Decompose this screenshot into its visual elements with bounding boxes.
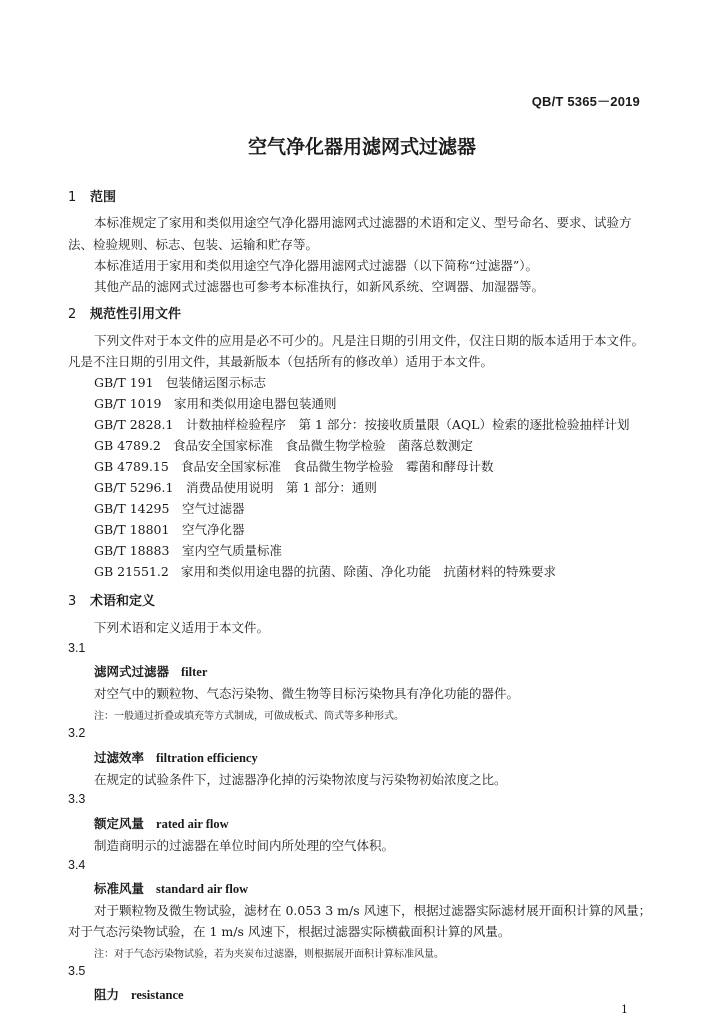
section-number: 2 <box>68 307 77 322</box>
clause-number: 3.3 <box>68 792 86 806</box>
term-en: resistance <box>131 988 184 1002</box>
reference-code: GB 21551.2 <box>94 564 169 579</box>
reference-title: 食品安全国家标准 食品微生物学检验 菌落总数测定 <box>173 438 474 453</box>
reference-item <box>94 394 337 412</box>
section-3-intro: 下列术语和定义适用于本文件。 <box>94 620 270 635</box>
section-1-para-2: 本标准适用于家用和类似用途空气净化器用滤网式过滤器（以下简称“过滤器”）。 <box>94 258 539 273</box>
term-zh: 标准风量 <box>94 881 145 896</box>
section-2-intro-line-2: 凡是不注日期的引用文件，其最新版本（包括所有的修改单）适用于本文件。 <box>68 354 494 369</box>
term-en: rated air flow <box>156 817 229 831</box>
standard-code: QB/T 5365－2019 <box>531 94 640 109</box>
clause-number: 3.2 <box>68 726 86 740</box>
term-en: filter <box>181 665 208 679</box>
reference-title: 空气净化器 <box>182 522 245 537</box>
term-definition-line-1: 对于颗粒物及微生物试验，滤材在 0.053 3 m/s 风速下，根据过滤器实际滤材展开面积计算的风量； <box>94 903 652 918</box>
clause-number: 3.4 <box>68 858 86 872</box>
reference-code: GB/T 2828.1 <box>94 417 174 432</box>
reference-item <box>94 478 377 496</box>
term-note: 注：一般通过折叠或填充等方式制成，可做成板式、筒式等多种形式。 <box>94 711 404 722</box>
section-2-heading <box>68 303 181 322</box>
reference-item <box>94 562 556 580</box>
reference-title: 食品安全国家标准 食品微生物学检验 霉菌和酵母计数 <box>181 459 494 474</box>
reference-item <box>94 499 245 517</box>
section-1-para-1-line-2: 法、检验规则、标志、包装、运输和贮存等。 <box>68 237 319 252</box>
term-zh: 过滤效率 <box>94 750 145 765</box>
reference-code: GB 4789.2 <box>94 438 161 453</box>
section-number: 1 <box>68 190 77 205</box>
reference-code: GB/T 14295 <box>94 501 170 516</box>
reference-title: 家用和类似用途电器包装通则 <box>174 396 337 411</box>
reference-title: 计数抽样检验程序 第 1 部分：按接收质量限（AQL）检索的逐批检验抽样计划 <box>186 417 630 432</box>
reference-item <box>94 541 282 559</box>
section-3-heading <box>68 590 155 609</box>
term-heading <box>94 879 248 897</box>
reference-item <box>94 415 629 433</box>
section-title: 范围 <box>90 190 117 205</box>
reference-title: 包装储运图示标志 <box>166 375 267 390</box>
clause-number: 3.5 <box>68 964 86 978</box>
section-1-para-1-line-1: 本标准规定了家用和类似用途空气净化器用滤网式过滤器的术语和定义、型号命名、要求、试验方 <box>94 215 632 230</box>
term-zh: 阻力 <box>94 987 120 1002</box>
term-heading <box>94 662 207 680</box>
term-definition: 制造商明示的过滤器在单位时间内所处理的空气体积。 <box>94 838 395 853</box>
term-en: filtration efficiency <box>156 751 258 765</box>
term-definition-line-2: 对于气态污染物试验，在 1 m/s 风速下，根据过滤器实际横截面积计算的风量。 <box>68 924 511 939</box>
term-heading <box>94 748 258 766</box>
reference-code: GB 4789.15 <box>94 459 169 474</box>
section-1-heading <box>68 186 116 205</box>
reference-title: 室内空气质量标准 <box>182 543 283 558</box>
reference-item <box>94 520 245 538</box>
clause-number: 3.1 <box>68 641 86 655</box>
page-number: 1 <box>621 1003 628 1016</box>
document-title: 空气净化器用滤网式过滤器 <box>247 136 476 158</box>
reference-title: 消费品使用说明 第 1 部分：通则 <box>186 480 377 495</box>
section-title: 术语和定义 <box>90 594 156 609</box>
reference-title: 空气过滤器 <box>182 501 245 516</box>
reference-code: GB/T 5296.1 <box>94 480 174 495</box>
term-zh: 额定风量 <box>94 816 145 831</box>
section-2-intro-line-1: 下列文件对于本文件的应用是必不可少的。凡是注日期的引用文件，仅注日期的版本适用于本文件。 <box>94 333 645 348</box>
section-title: 规范性引用文件 <box>90 307 182 322</box>
reference-title: 家用和类似用途电器的抗菌、除菌、净化功能 抗菌材料的特殊要求 <box>181 564 557 579</box>
reference-code: GB/T 18883 <box>94 543 170 558</box>
term-zh: 滤网式过滤器 <box>94 664 170 679</box>
reference-code: GB/T 18801 <box>94 522 170 537</box>
term-heading <box>94 985 184 1003</box>
reference-item <box>94 457 494 475</box>
section-number: 3 <box>68 594 77 609</box>
reference-code: GB/T 191 <box>94 375 154 390</box>
term-note: 注：对于气态污染物试验，若为夹炭布过滤器，则根据展开面积计算标准风量。 <box>94 949 444 960</box>
section-1-para-3: 其他产品的滤网式过滤器也可参考本标准执行，如新风系统、空调器、加湿器等。 <box>94 279 545 294</box>
reference-item <box>94 373 266 391</box>
reference-code: GB/T 1019 <box>94 396 162 411</box>
term-heading <box>94 814 229 832</box>
term-definition: 对空气中的颗粒物、气态污染物、微生物等目标污染物具有净化功能的器件。 <box>94 686 520 701</box>
term-definition: 在规定的试验条件下，过滤器净化掉的污染物浓度与污染物初始浓度之比。 <box>94 772 507 787</box>
reference-item <box>94 436 473 454</box>
term-en: standard air flow <box>156 882 249 896</box>
